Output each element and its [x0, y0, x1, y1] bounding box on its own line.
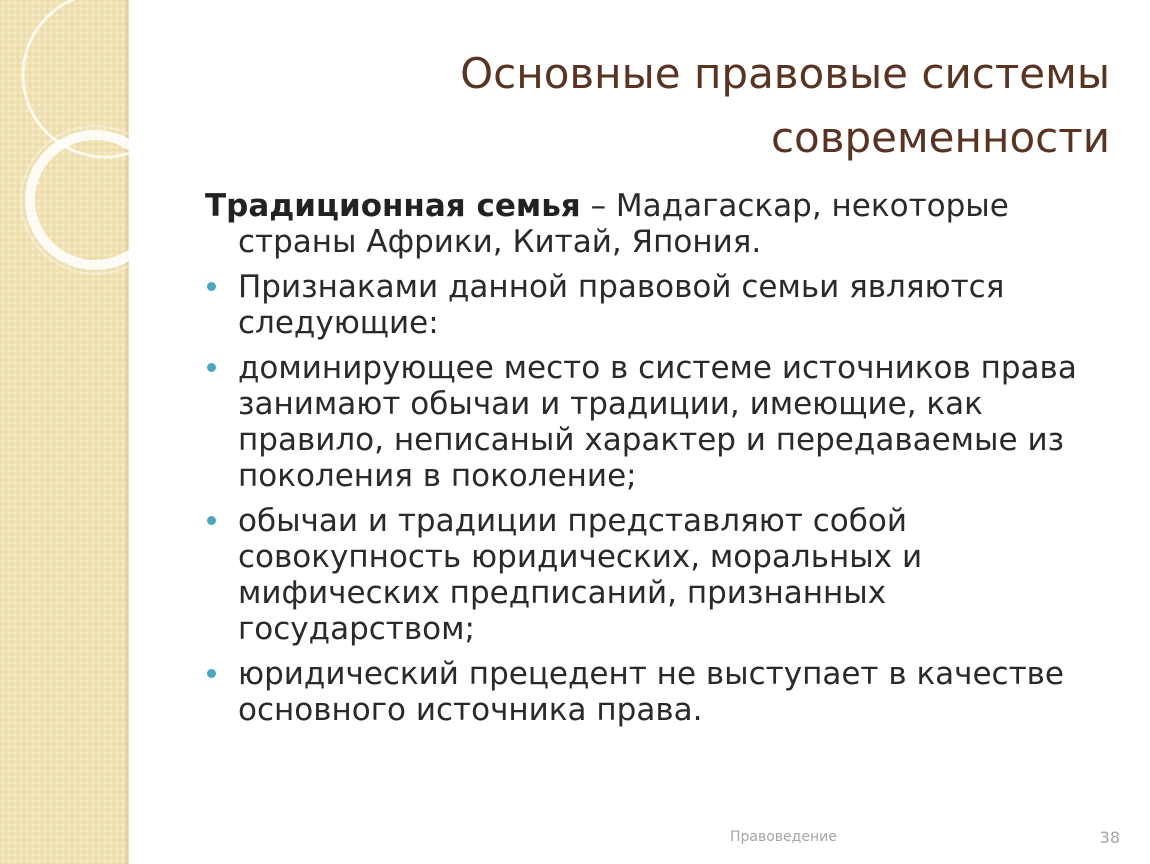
- list-item: [205, 269, 1125, 341]
- bullet-dot-icon: [207, 363, 216, 372]
- decorative-circles: [0, 0, 129, 864]
- lead-text: – Мадагаскар, некоторые страны Африки, Китай, Япония.: [238, 188, 1009, 260]
- bullet-dot-icon: [207, 669, 216, 678]
- slide-title: [210, 42, 1110, 170]
- bullet-dot-icon: [207, 516, 216, 525]
- bullet-list: [205, 269, 1125, 728]
- list-item: [205, 503, 1125, 647]
- lead-term: Традиционная семья: [205, 188, 581, 224]
- title-line-2: современности: [770, 113, 1110, 162]
- lead-paragraph: [205, 188, 1125, 260]
- title-line-1: Основные правовые системы: [460, 49, 1110, 98]
- list-item-text: обычаи и традиции представляют собой совокупность юридических, моральных и мифических предписаний, признанных государством;: [238, 503, 923, 647]
- list-item-text: Признаками данной правовой семьи являются следующие:: [238, 269, 1005, 341]
- slide-body: [205, 188, 1125, 737]
- footer-label: Правоведение: [730, 829, 837, 845]
- page-number: 38: [1099, 828, 1120, 847]
- bullet-dot-icon: [207, 282, 216, 291]
- list-item-text: юридический прецедент не выступает в качестве основного источника права.: [238, 656, 1064, 728]
- list-item: [205, 350, 1125, 494]
- list-item: [205, 656, 1125, 728]
- list-item-text: доминирующее место в системе источников права занимают обычаи и традиции, имеющие, как правило, неписаный характер и передаваемые из поколения в поколение;: [238, 350, 1077, 494]
